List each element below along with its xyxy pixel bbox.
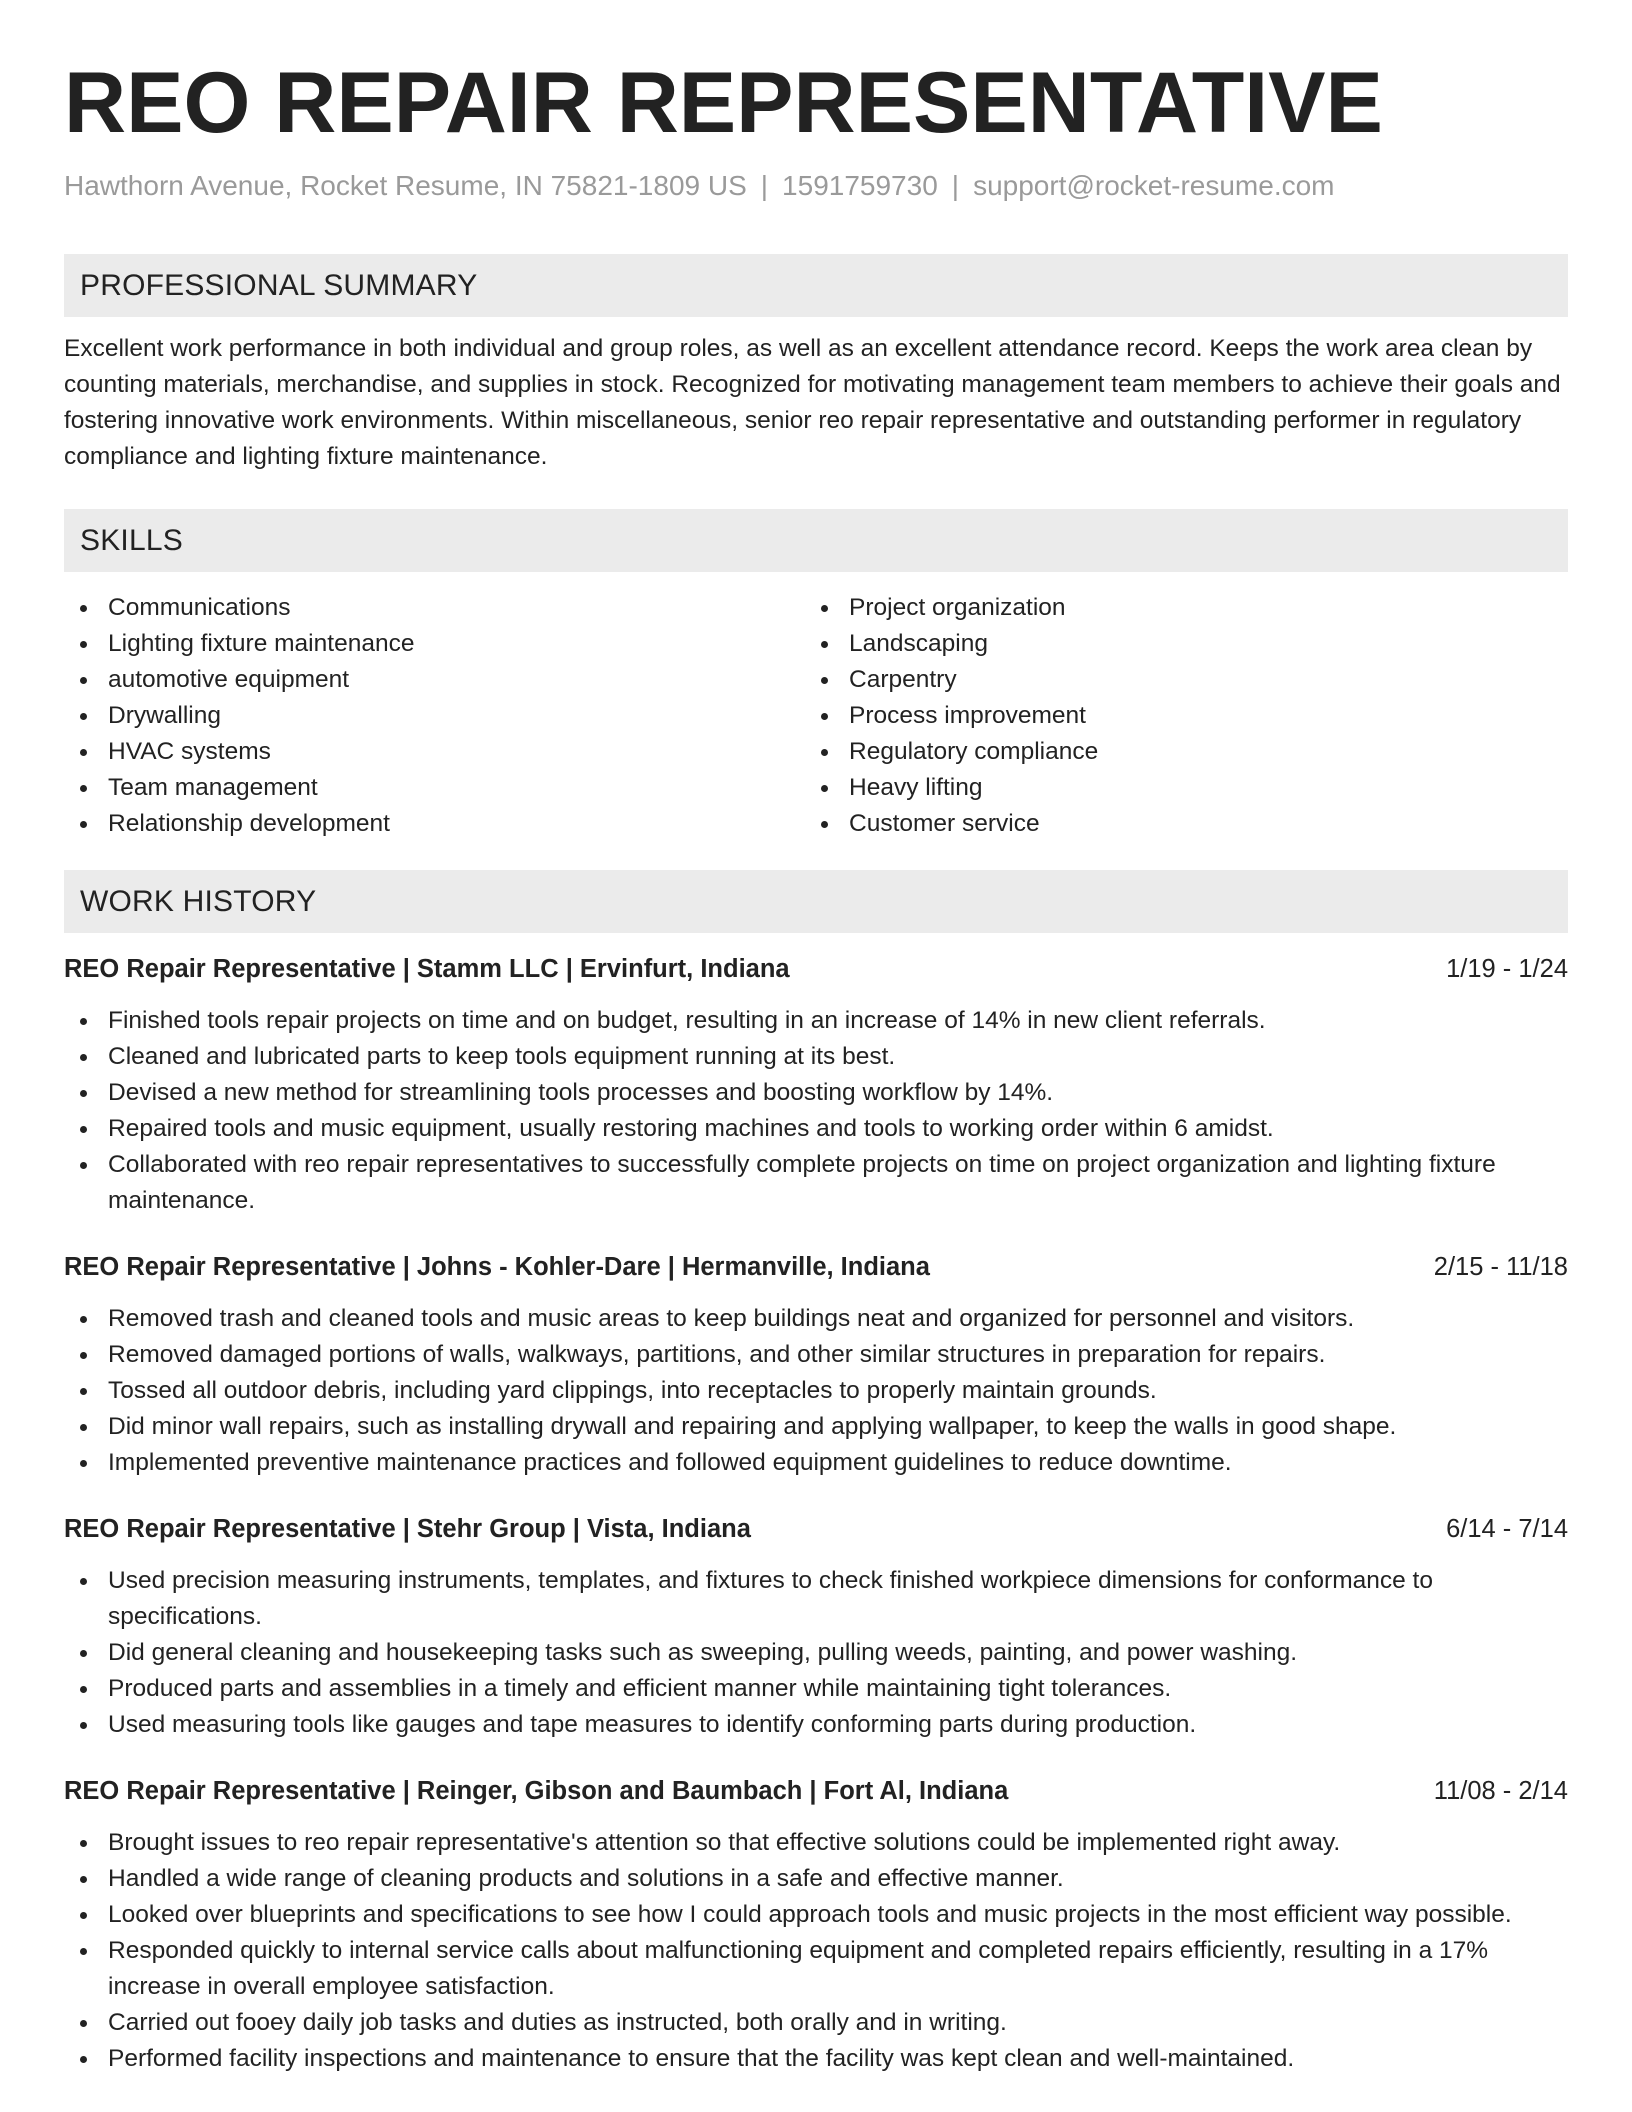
skill-item: Team management [64, 770, 805, 806]
skill-item: Regulatory compliance [805, 734, 1546, 770]
contact-line [64, 172, 1568, 200]
skill-item: Communications [64, 590, 805, 626]
job-header [64, 1775, 1568, 1807]
contact-address: Hawthorn Avenue, Rocket Resume, IN 75821-1809 US [64, 170, 747, 201]
job-bullet: Used measuring tools like gauges and tape measures to identify conforming parts during production. [64, 1707, 1568, 1743]
job-bullet: Removed trash and cleaned tools and music areas to keep buildings neat and organized for personnel and visitors. [64, 1301, 1568, 1337]
skills-column-right [805, 590, 1546, 842]
job-bullet: Cleaned and lubricated parts to keep tools equipment running at its best. [64, 1039, 1568, 1075]
job-bullets [64, 1003, 1568, 1219]
job-dates: 2/15 - 11/18 [1433, 1253, 1568, 1281]
job-bullet: Produced parts and assemblies in a timely and efficient manner while maintaining tight tolerances. [64, 1671, 1568, 1707]
job-bullet: Responded quickly to internal service calls about malfunctioning equipment and completed repairs efficiently, resulting in a 17% increase in overall employee satisfaction. [64, 1933, 1568, 2005]
job-entry [64, 1775, 1568, 2077]
job-dates: 6/14 - 7/14 [1446, 1515, 1568, 1543]
section-heading-summary: PROFESSIONAL SUMMARY [64, 254, 1568, 317]
job-bullet: Collaborated with reo repair representatives to successfully complete projects on time on project organization and lighting fixture maintenance. [64, 1147, 1568, 1219]
job-bullet: Did minor wall repairs, such as installing drywall and repairing and applying wallpaper, to keep the walls in good shape. [64, 1409, 1568, 1445]
job-bullet: Implemented preventive maintenance practices and followed equipment guidelines to reduce downtime. [64, 1445, 1568, 1481]
job-bullet: Brought issues to reo repair representative's attention so that effective solutions could be implemented right away. [64, 1825, 1568, 1861]
job-bullet: Finished tools repair projects on time and on budget, resulting in an increase of 14% in new client referrals. [64, 1003, 1568, 1039]
skill-item: automotive equipment [64, 662, 805, 698]
job-dates: 11/08 - 2/14 [1433, 1777, 1568, 1805]
skill-item: Lighting fixture maintenance [64, 626, 805, 662]
job-bullet: Used precision measuring instruments, templates, and fixtures to check finished workpiece dimensions for conformance to specifications. [64, 1563, 1568, 1635]
job-entry [64, 1251, 1568, 1481]
skill-item: Relationship development [64, 806, 805, 842]
job-bullet: Repaired tools and music equipment, usually restoring machines and tools to working order within 6 amidst. [64, 1111, 1568, 1147]
contact-separator: | [951, 170, 960, 201]
job-header [64, 953, 1568, 985]
contact-email[interactable]: support@rocket-resume.com [973, 170, 1335, 201]
job-bullets [64, 1563, 1568, 1743]
job-header [64, 1513, 1568, 1545]
skill-item: Carpentry [805, 662, 1546, 698]
skill-item: Project organization [805, 590, 1546, 626]
skill-item: Customer service [805, 806, 1546, 842]
job-bullet: Handled a wide range of cleaning products and solutions in a safe and effective manner. [64, 1861, 1568, 1897]
contact-separator: | [760, 170, 769, 201]
section-heading-skills: SKILLS [64, 509, 1568, 572]
skill-item: Heavy lifting [805, 770, 1546, 806]
job-title: REO Repair Representative | Stehr Group | Vista, Indiana [64, 1515, 751, 1543]
job-entry [64, 953, 1568, 1219]
skill-item: Landscaping [805, 626, 1546, 662]
job-bullets [64, 1825, 1568, 2077]
section-heading-work-history: WORK HISTORY [64, 870, 1568, 933]
candidate-name: REO REPAIR REPRESENTATIVE [64, 55, 1383, 151]
job-title: REO Repair Representative | Reinger, Gibson and Baumbach | Fort Al, Indiana [64, 1777, 1009, 1805]
skill-item: Drywalling [64, 698, 805, 734]
job-dates: 1/19 - 1/24 [1446, 955, 1568, 983]
job-title: REO Repair Representative | Stamm LLC | Ervinfurt, Indiana [64, 955, 790, 983]
job-entry [64, 1513, 1568, 1743]
skills-column-left [64, 590, 805, 842]
skills-list [64, 590, 1568, 842]
job-bullet: Did general cleaning and housekeeping tasks such as sweeping, pulling weeds, painting, and power washing. [64, 1635, 1568, 1671]
skill-item: HVAC systems [64, 734, 805, 770]
job-bullet: Performed facility inspections and maintenance to ensure that the facility was kept clean and well-maintained. [64, 2041, 1568, 2077]
job-bullets [64, 1301, 1568, 1481]
job-bullet: Carried out fooey daily job tasks and duties as instructed, both orally and in writing. [64, 2005, 1568, 2041]
job-header [64, 1251, 1568, 1283]
job-bullet: Devised a new method for streamlining tools processes and boosting workflow by 14%. [64, 1075, 1568, 1111]
contact-phone: 1591759730 [782, 170, 938, 201]
job-title: REO Repair Representative | Johns - Kohler-Dare | Hermanville, Indiana [64, 1253, 930, 1281]
job-bullet: Looked over blueprints and specifications to see how I could approach tools and music projects in the most efficient way possible. [64, 1897, 1568, 1933]
job-bullet: Tossed all outdoor debris, including yard clippings, into receptacles to properly maintain grounds. [64, 1373, 1568, 1409]
summary-text: Excellent work performance in both individual and group roles, as well as an excellent attendance record. Keeps the work area clean by counting materials, merchandise, and supplies in stock. Recognized for motivating management team members to achieve their goals and fostering innovative work environments. Within miscellaneous, senior reo repair representative and outstanding performer in regulatory compliance and lighting fixture maintenance. [64, 335, 1561, 470]
skill-item: Process improvement [805, 698, 1546, 734]
job-bullet: Removed damaged portions of walls, walkways, partitions, and other similar structures in preparation for repairs. [64, 1337, 1568, 1373]
